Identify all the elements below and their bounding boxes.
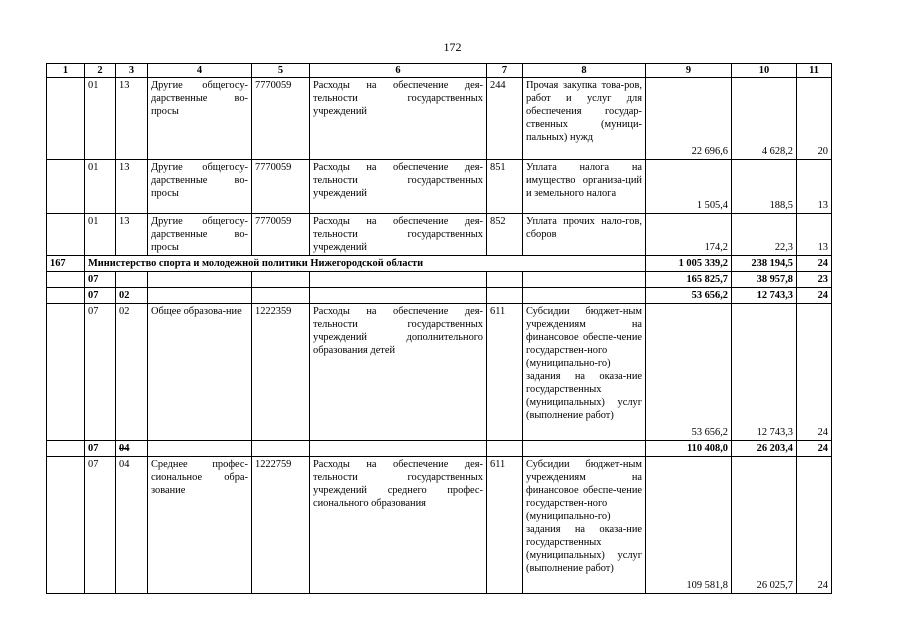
- cell-empty: [148, 441, 252, 457]
- cell-subsection: 02: [116, 304, 148, 441]
- header-row: [47, 64, 832, 78]
- cell-section-name: Другие общегосу-дарственные во-просы: [148, 160, 252, 214]
- cell-type-name: Субсидии бюджет-ным учреждениям на финансовое обеспе-чение государствен-ного (муниципально-го) задания на оказа-ние государственных (муниципальных) услуг (выполнение работ): [523, 304, 646, 441]
- cell-percent: 24: [797, 256, 832, 272]
- cell-section-name: Другие общегосу-дарственные во-просы: [148, 78, 252, 160]
- col-header: 10: [732, 64, 797, 78]
- cell-empty: [523, 288, 646, 304]
- cell-empty: [487, 288, 523, 304]
- table-row: [47, 78, 832, 160]
- cell-percent: 13: [797, 160, 832, 214]
- cell-type-name: Уплата прочих нало-гов, сборов: [523, 214, 646, 256]
- cell-amount: 22,3: [732, 214, 797, 256]
- cell-section: 01: [85, 78, 116, 160]
- ministry-row: [47, 256, 832, 272]
- cell-amount: 1 005 339,2: [646, 256, 732, 272]
- cell-section: 07: [85, 288, 116, 304]
- cell-empty: [148, 288, 252, 304]
- cell-amount: 4 628,2: [732, 78, 797, 160]
- col-header: 9: [646, 64, 732, 78]
- cell-percent: 24: [797, 441, 832, 457]
- cell-target-code: 1222359: [252, 304, 310, 441]
- cell-target-code: 7770059: [252, 214, 310, 256]
- cell-empty: [310, 272, 487, 288]
- page-number: 172: [443, 40, 462, 54]
- subsection-total-row: [47, 441, 832, 457]
- cell-empty: [523, 272, 646, 288]
- cell-amount: 26 025,7: [732, 457, 797, 594]
- cell-subsection: 02: [116, 288, 148, 304]
- cell-subsection: 13: [116, 214, 148, 256]
- col-header: 8: [523, 64, 646, 78]
- cell-empty: [47, 160, 85, 214]
- cell-target-name: Расходы на обеспечение дея-тельности государственных учреждений: [310, 160, 487, 214]
- cell-amount: 238 194,5: [732, 256, 797, 272]
- cell-empty: [487, 272, 523, 288]
- cell-section: 07: [85, 304, 116, 441]
- cell-target-name: Расходы на обеспечение дея-тельности государственных учреждений среднего профес-сионального образования: [310, 457, 487, 594]
- cell-target-code: 7770059: [252, 160, 310, 214]
- cell-amount: 12 743,3: [732, 304, 797, 441]
- col-header: 1: [47, 64, 85, 78]
- cell-empty: [47, 78, 85, 160]
- cell-amount: 22 696,6: [646, 78, 732, 160]
- cell-percent: 24: [797, 457, 832, 594]
- cell-target-name: Расходы на обеспечение дея-тельности государственных учреждений: [310, 78, 487, 160]
- cell-empty: [47, 457, 85, 594]
- cell-section: 01: [85, 160, 116, 214]
- cell-subsection: [116, 272, 148, 288]
- cell-target-name: Расходы на обеспечение дея-тельности государственных учреждений: [310, 214, 487, 256]
- cell-type-code: 611: [487, 304, 523, 441]
- cell-section-name: Общее образова-ние: [148, 304, 252, 441]
- cell-empty: [487, 441, 523, 457]
- cell-type-code: 244: [487, 78, 523, 160]
- cell-amount: 53 656,2: [646, 304, 732, 441]
- col-header: 2: [85, 64, 116, 78]
- cell-empty: [47, 304, 85, 441]
- cell-empty: [148, 272, 252, 288]
- col-header: 6: [310, 64, 487, 78]
- cell-empty: [310, 441, 487, 457]
- cell-target-name: Расходы на обеспечение дея-тельности государственных учреждений дополнительного образования детей: [310, 304, 487, 441]
- table-row: [47, 457, 832, 594]
- table-row: [47, 160, 832, 214]
- cell-amount: 188,5: [732, 160, 797, 214]
- col-header: 3: [116, 64, 148, 78]
- cell-section: 07: [85, 441, 116, 457]
- cell-empty: [47, 214, 85, 256]
- cell-amount: 174,2: [646, 214, 732, 256]
- col-header: 11: [797, 64, 832, 78]
- cell-section: 01: [85, 214, 116, 256]
- cell-type-name: Прочая закупка това-ров, работ и услуг для обеспечения государ-ственных (муници-пальных) нужд: [523, 78, 646, 160]
- cell-percent: 24: [797, 304, 832, 441]
- cell-amount: 26 203,4: [732, 441, 797, 457]
- cell-empty: [252, 288, 310, 304]
- cell-target-code: 1222759: [252, 457, 310, 594]
- cell-section-name: Другие общегосу-дарственные во-просы: [148, 214, 252, 256]
- cell-empty: [47, 441, 85, 457]
- col-header: 7: [487, 64, 523, 78]
- subsection-total-row: [47, 288, 832, 304]
- cell-empty: [47, 272, 85, 288]
- cell-section-name: Среднее профес-сиональное обра-зование: [148, 457, 252, 594]
- cell-empty: [310, 288, 487, 304]
- cell-percent: 20: [797, 78, 832, 160]
- cell-amount: 110 408,0: [646, 441, 732, 457]
- cell-target-code: 7770059: [252, 78, 310, 160]
- cell-amount: 165 825,7: [646, 272, 732, 288]
- table-row: [47, 304, 832, 441]
- cell-type-code: 851: [487, 160, 523, 214]
- cell-percent: 23: [797, 272, 832, 288]
- cell-ministry-name: Министерство спорта и молодежной политики Нижегородской области: [85, 256, 646, 272]
- cell-amount: 1 505,4: [646, 160, 732, 214]
- cell-type-code: 852: [487, 214, 523, 256]
- cell-section: 07: [85, 272, 116, 288]
- cell-subsection: 04: [116, 457, 148, 594]
- cell-percent: 24: [797, 288, 832, 304]
- cell-empty: [252, 272, 310, 288]
- cell-subsection: 13: [116, 160, 148, 214]
- cell-subsection: 04: [116, 441, 148, 457]
- cell-percent: 13: [797, 214, 832, 256]
- cell-type-name: Субсидии бюджет-ным учреждениям на финансовое обеспе-чение государствен-ного (муниципально-го) задания на оказа-ние государственных (муниципальных) услуг (выполнение работ): [523, 457, 646, 594]
- cell-amount: 12 743,3: [732, 288, 797, 304]
- cell-type-name: Уплата налога на имущество организа-ций и земельного налога: [523, 160, 646, 214]
- cell-ministry-code: 167: [47, 256, 85, 272]
- cell-empty: [252, 441, 310, 457]
- section-total-row: [47, 272, 832, 288]
- col-header: 5: [252, 64, 310, 78]
- budget-table: [46, 63, 832, 594]
- cell-amount: 38 957,8: [732, 272, 797, 288]
- cell-amount: 109 581,8: [646, 457, 732, 594]
- col-header: 4: [148, 64, 252, 78]
- table-row: [47, 214, 832, 256]
- cell-empty: [523, 441, 646, 457]
- cell-amount: 53 656,2: [646, 288, 732, 304]
- cell-section: 07: [85, 457, 116, 594]
- cell-type-code: 611: [487, 457, 523, 594]
- cell-subsection: 13: [116, 78, 148, 160]
- cell-empty: [47, 288, 85, 304]
